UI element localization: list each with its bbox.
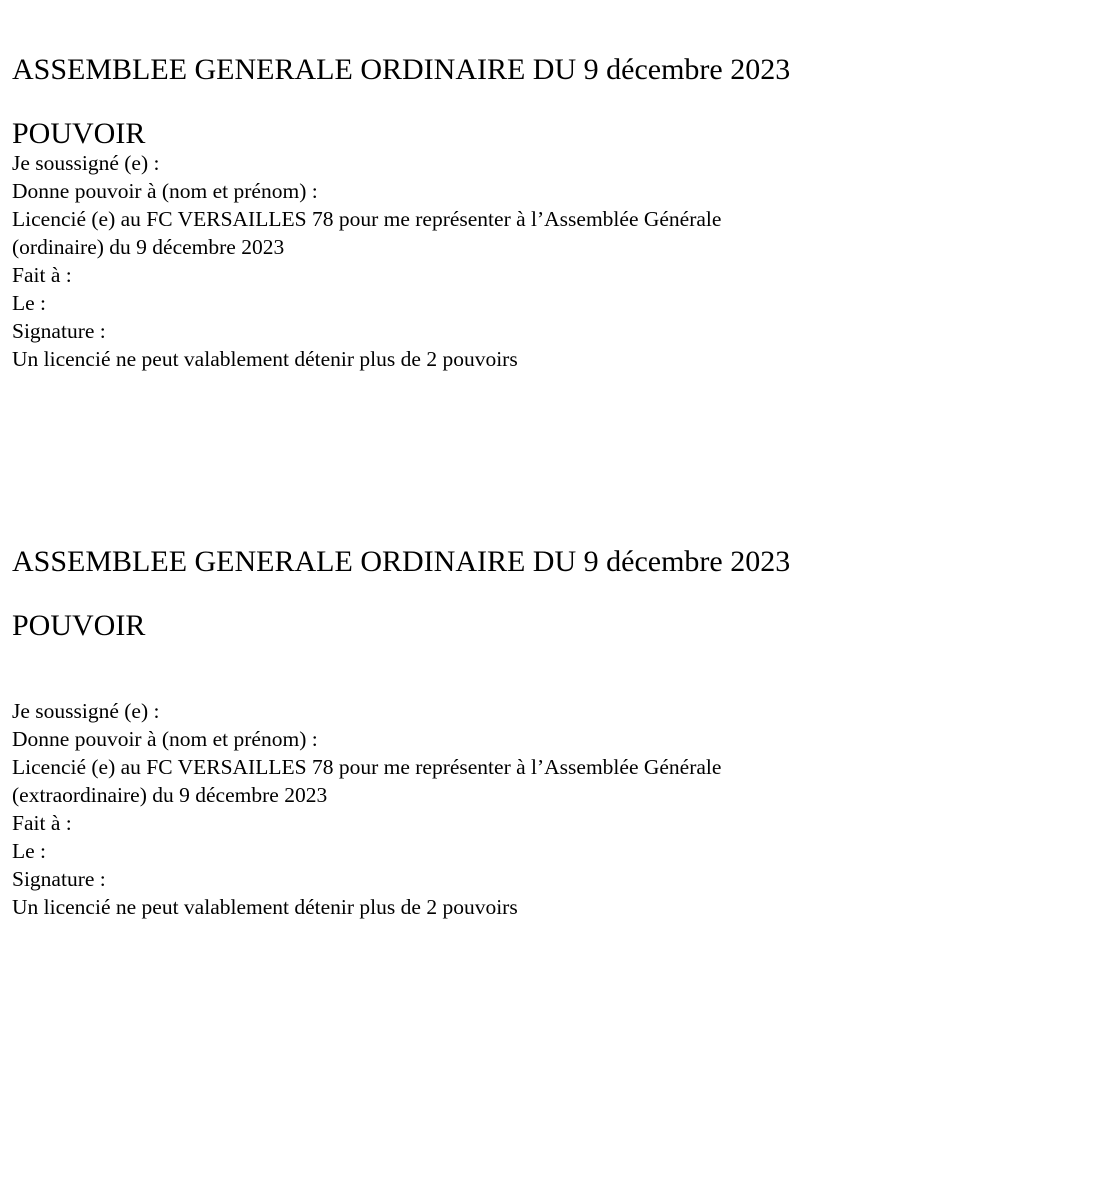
proxy-limit-note: Un licencié ne peut valablement détenir plus de 2 pouvoirs [12, 347, 518, 371]
date-label: Le : [12, 839, 47, 863]
proxy-limit-note: Un licencié ne peut valablement détenir plus de 2 pouvoirs [12, 895, 518, 919]
donne-pouvoir-label: Donne pouvoir à (nom et prénom) : [12, 727, 318, 751]
proxy-form-ordinary [12, 52, 1092, 373]
form-heading: ASSEMBLEE GENERALE ORDINAIRE DU 9 décembre 2023 [12, 53, 791, 86]
date-label: Le : [12, 291, 47, 315]
licencie-text-line2: (extraordinaire) du 9 décembre 2023 [12, 783, 328, 807]
form-heading: ASSEMBLEE GENERALE ORDINAIRE DU 9 décembre 2023 [12, 545, 791, 578]
fait-a-label: Fait à : [12, 811, 72, 835]
form-subheading: POUVOIR [12, 609, 146, 642]
signature-label: Signature : [12, 319, 106, 343]
fait-a-label: Fait à : [12, 263, 72, 287]
soussigne-label: Je soussigné (e) : [12, 699, 160, 723]
proxy-form-extraordinary [12, 544, 1092, 921]
licencie-text-line2: (ordinaire) du 9 décembre 2023 [12, 235, 285, 259]
licencie-text-line1: Licencié (e) au FC VERSAILLES 78 pour me représenter à l’Assemblée Générale [12, 207, 722, 231]
donne-pouvoir-label: Donne pouvoir à (nom et prénom) : [12, 179, 318, 203]
signature-label: Signature : [12, 867, 106, 891]
form-subheading: POUVOIR [12, 117, 146, 150]
form-body [12, 697, 1092, 921]
soussigne-label: Je soussigné (e) : [12, 151, 160, 175]
licencie-text-line1: Licencié (e) au FC VERSAILLES 78 pour me représenter à l’Assemblée Générale [12, 755, 722, 779]
form-body [12, 149, 1092, 373]
